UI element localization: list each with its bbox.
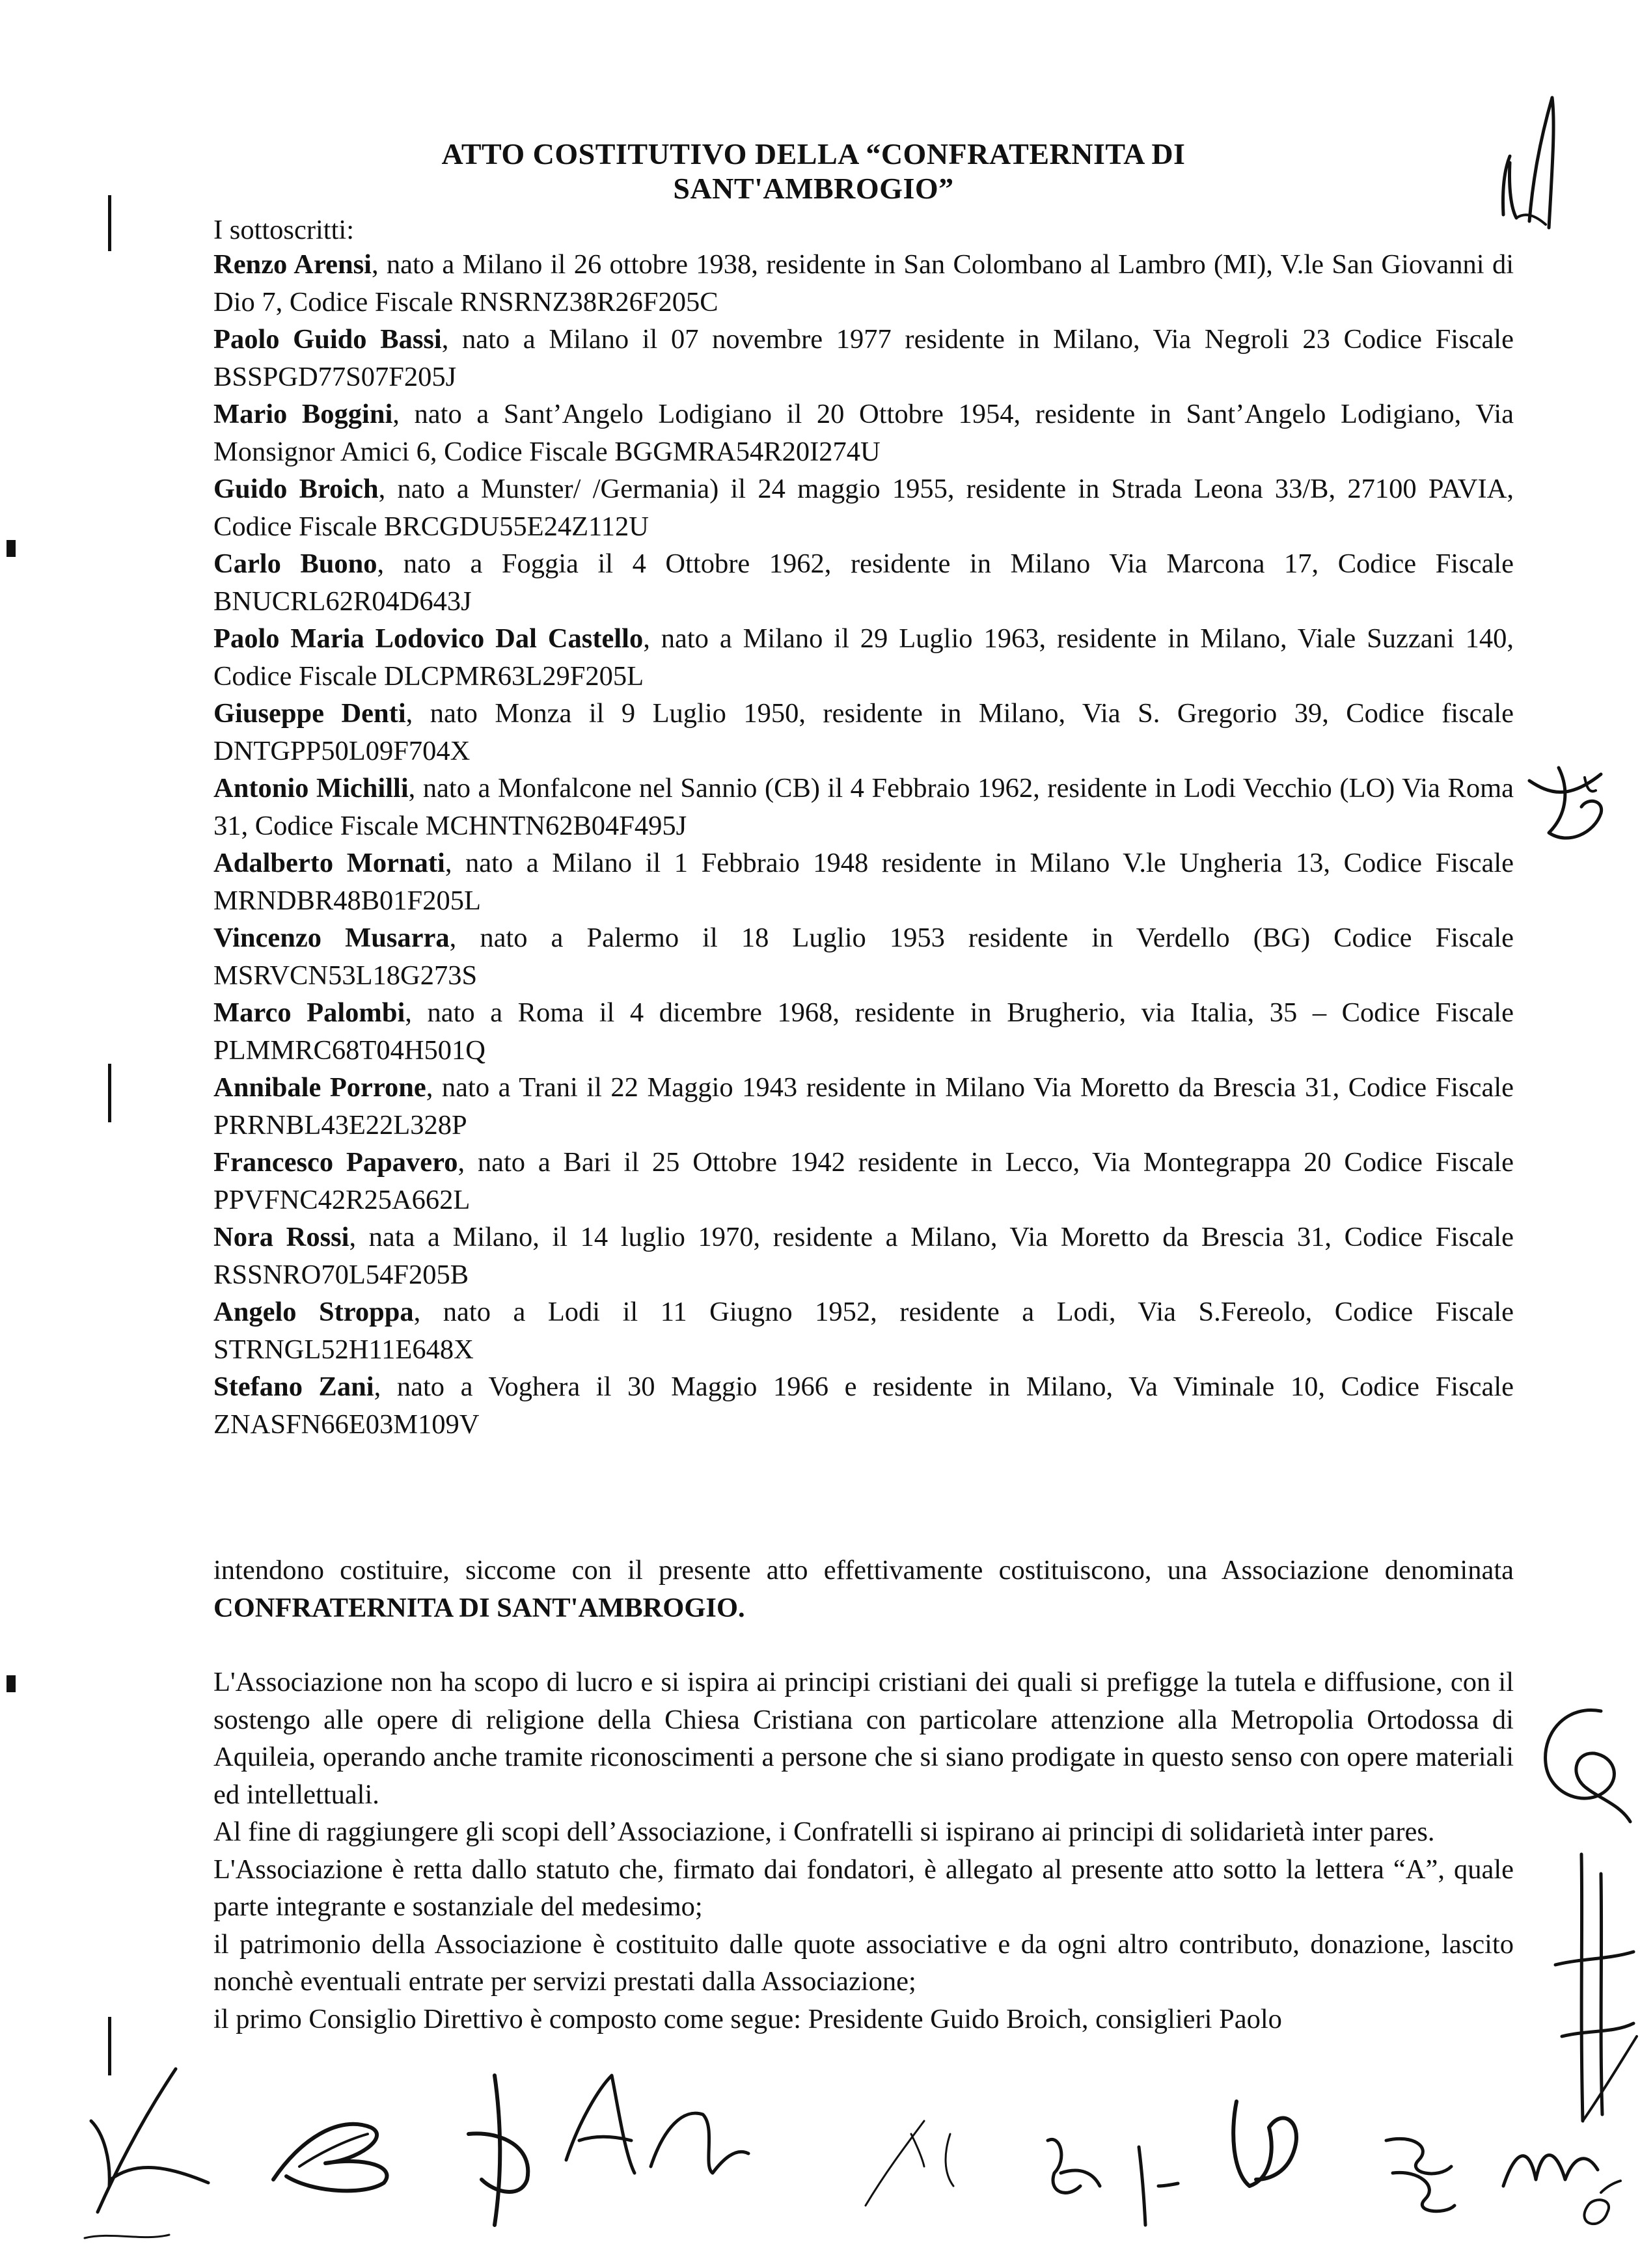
signatory-details: , nato a Lodi il 11 Giugno 1952, residente a Lodi, Via S.Fereolo, Codice Fiscale STRNGL52H11E648X	[213, 1297, 1514, 1365]
signatory-details: , nato a Milano il 07 novembre 1977 residente in Milano, Via Negroli 23 Codice Fiscale BSSPGD77S07F205J	[213, 324, 1514, 392]
signatory-name: Carlo Buono	[213, 548, 377, 579]
intro-line: I sottoscritti:	[213, 215, 355, 245]
handwritten-initials	[1490, 78, 1588, 247]
signatory-name: Francesco Papavero	[213, 1147, 458, 1178]
handwritten-signature	[1022, 2101, 1191, 2232]
signatory-entry	[213, 1144, 1514, 1219]
signatory-details: , nato a Munster/ /Germania) il 24 maggio 1955, residente in Strada Leona 33/B, 27100 PAVIA, Codice Fiscale BRCGDU55E24Z112U	[213, 474, 1514, 542]
handwritten-signature	[846, 2108, 976, 2219]
constitution-paragraph	[213, 1552, 1514, 1627]
signatory-details: , nata a Milano, il 14 luglio 1970, residente a Milano, Via Moretto da Brescia 31, Codice Fiscale RSSNRO70L54F205B	[213, 1222, 1514, 1290]
signatory-details: , nato a Roma il 4 dicembre 1968, residente in Brugherio, via Italia, 35 – Codice Fiscale PLMMRC68T04H501Q	[213, 997, 1514, 1066]
signatory-name: Angelo Stroppa	[213, 1297, 414, 1327]
signatory-details: , nato a Milano il 29 Luglio 1963, residente in Milano, Viale Suzzani 140, Codice Fiscale DLCPMR63L29F205L	[213, 623, 1514, 692]
signatory-name: Stefano Zani	[213, 1371, 374, 1402]
signatory-name: Antonio Michilli	[213, 773, 409, 803]
association-name: CONFRATERNITA DI SANT'AMBROGIO.	[213, 1592, 745, 1623]
signatory-details: , nato a Trani il 22 Maggio 1943 residente in Milano Via Moretto da Brescia 31, Codice Fiscale PRRNBL43E22L328P	[213, 1072, 1514, 1141]
signatory-details: , nato a Bari il 25 Ottobre 1942 residente in Lecco, Via Montegrappa 20 Codice Fiscale PPVFNC42R25A662L	[213, 1147, 1514, 1215]
signatory-entry	[213, 1069, 1514, 1144]
signatory-entry	[213, 620, 1514, 695]
handwritten-signature	[1542, 1848, 1640, 2134]
signatory-details: , nato a Foggia il 4 Ottobre 1962, residente in Milano Via Marcona 17, Codice Fiscale BNUCRL62R04D643J	[213, 548, 1514, 617]
purpose-paragraph: L'Associazione non ha scopo di lucro e si ispira ai principi cristiani dei quali si prefigge la tutela e diffusione, con il sostengo alle opere di religione della Chiesa Cristiana con particolare attenzione alla Metropolia Ortodossa di Aquileia, operando anche tramite riconoscimenti a persone che si siano prodigate in questo senso con opere materiali ed intellettuali.	[213, 1667, 1514, 1810]
signatory-name: Marco Palombi	[213, 997, 405, 1028]
signatory-name: Paolo Maria Lodovico Dal Castello	[213, 623, 644, 654]
signatory-details: , nato a Milano il 1 Febbraio 1948 residente in Milano V.le Ungheria 13, Codice Fiscale MRNDBR48B01F205L	[213, 848, 1514, 916]
handwritten-signature	[1523, 1692, 1633, 1835]
signatory-details: , nato a Milano il 26 ottobre 1938, residente in San Colombano al Lambro (MI), V.le San Giovanni di Dio 7, Codice Fiscale RNSRNZ38R26F205C	[213, 249, 1514, 317]
handwritten-signature	[456, 2062, 755, 2232]
signatory-name: Mario Boggini	[213, 399, 393, 429]
signatory-name: Paolo Guido Bassi	[213, 324, 442, 355]
margin-mark	[7, 1675, 16, 1692]
signatory-entry	[213, 1293, 1514, 1368]
handwritten-signature	[1380, 2108, 1627, 2238]
signatory-entry	[213, 994, 1514, 1069]
margin-mark	[7, 540, 16, 557]
signatory-entry	[213, 695, 1514, 770]
constitution-text: intendono costituire, siccome con il presente atto effettivamente costituiscono, una Associazione denominata	[213, 1555, 1514, 1586]
signatory-entry	[213, 321, 1514, 396]
constitution-section	[213, 1552, 1514, 2038]
signatory-name: Annibale Porrone	[213, 1072, 426, 1103]
handwritten-initials	[1523, 755, 1614, 852]
signatory-name: Guido Broich	[213, 474, 379, 504]
signatory-entry	[213, 545, 1514, 620]
margin-mark	[108, 1064, 111, 1122]
signatory-details: , nato a Monfalcone nel Sannio (CB) il 4 Febbraio 1962, residente in Lodi Vecchio (LO) Via Roma 31, Codice Fiscale MCHNTN62B04F495J	[213, 773, 1514, 841]
handwritten-signature	[260, 2101, 403, 2199]
signatories-list	[213, 246, 1514, 1443]
signatory-entry	[213, 919, 1514, 994]
signatory-name: Renzo Arensi	[213, 249, 372, 280]
solidarity-paragraph: Al fine di raggiungere gli scopi dell’Associazione, i Confratelli si ispirano ai principi di solidarietà inter pares.	[213, 1816, 1435, 1847]
handwritten-signature	[72, 2043, 241, 2251]
signatory-name: Giuseppe Denti	[213, 698, 406, 729]
signatory-entry	[213, 1219, 1514, 1293]
signatory-entry	[213, 396, 1514, 470]
signatory-entry	[213, 844, 1514, 919]
signatory-name: Nora Rossi	[213, 1222, 349, 1252]
document-title: ATTO COSTITUTIVO DELLA “CONFRATERNITA DI SANT'AMBROGIO”	[441, 137, 1186, 205]
board-paragraph: il primo Consiglio Direttivo è composto come segue: Presidente Guido Broich, consiglieri Paolo	[213, 2003, 1282, 2034]
signatory-details: , nato a Sant’Angelo Lodigiano il 20 Ottobre 1954, residente in Sant’Angelo Lodigiano, Via Monsignor Amici 6, Codice Fiscale BGGMRA54R20I274U	[213, 399, 1514, 467]
signatory-details: , nato Monza il 9 Luglio 1950, residente in Milano, Via S. Gregorio 39, Codice fiscale DNTGPP50L09F704X	[213, 698, 1514, 766]
handwritten-signature	[1217, 2082, 1321, 2225]
signatory-name: Adalberto Mornati	[213, 848, 445, 878]
signatory-entry	[213, 246, 1514, 321]
signatory-entry	[213, 770, 1514, 844]
margin-mark	[108, 195, 111, 251]
signatory-entry	[213, 1368, 1514, 1443]
assets-paragraph: il patrimonio della Associazione è costituito dalle quote associative e da ogni altro contributo, donazione, lascito nonchè eventuali entrate per servizi prestati dalla Associazione;	[213, 1928, 1514, 1997]
signatory-entry	[213, 470, 1514, 545]
signatory-details: , nato a Palermo il 18 Luglio 1953 residente in Verdello (BG) Codice Fiscale MSRVCN53L18G273S	[213, 923, 1514, 991]
statute-paragraph: L'Associazione è retta dallo statuto che, firmato dai fondatori, è allegato al presente atto sotto la lettera “A”, quale parte integrante e sostanziale del medesimo;	[213, 1854, 1514, 1922]
signatory-details: , nato a Voghera il 30 Maggio 1966 e residente in Milano, Va Viminale 10, Codice Fiscale ZNASFN66E03M109V	[213, 1371, 1514, 1440]
signatory-name: Vincenzo Musarra	[213, 923, 450, 953]
